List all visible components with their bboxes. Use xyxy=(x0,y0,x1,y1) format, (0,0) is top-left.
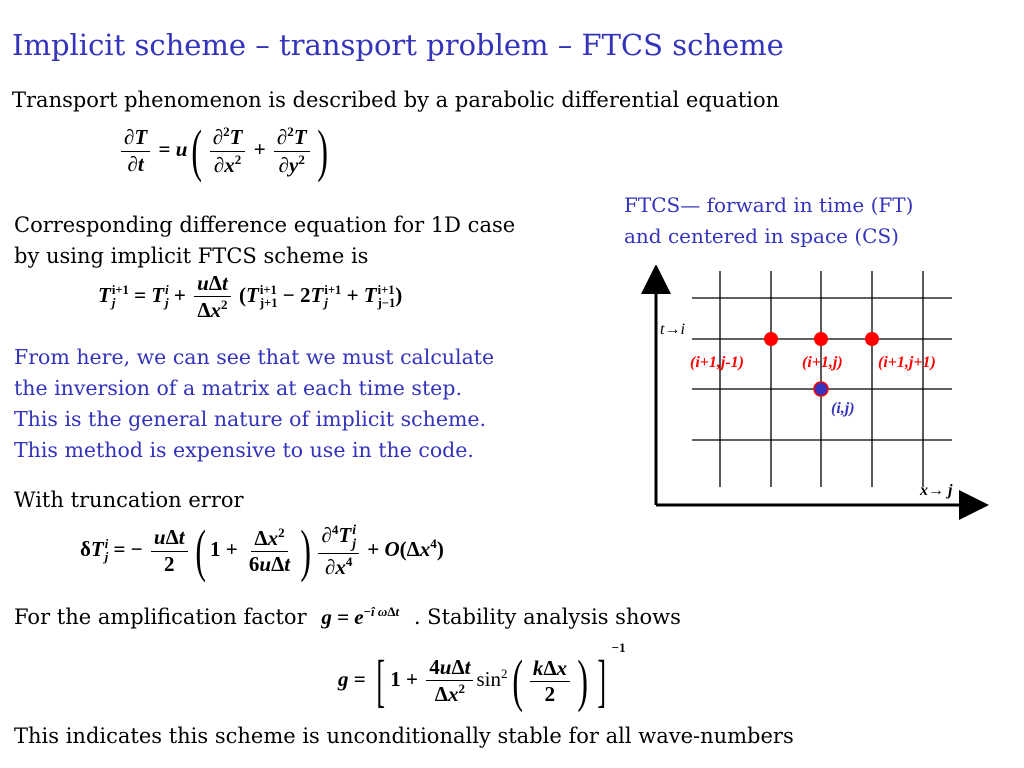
node-i-j xyxy=(814,382,828,396)
difference-equation-intro: Corresponding difference equation for 1D case by using implicit FTCS scheme is xyxy=(14,213,516,268)
truncation-intro: With truncation error xyxy=(14,488,244,512)
diagram-heading-line: and centered in space (CS) xyxy=(624,224,899,248)
node-label: (i,j) xyxy=(831,400,855,417)
note-line: the inversion of a matrix at each time step. xyxy=(14,376,462,400)
node-i-plus-1-j-minus-1 xyxy=(764,332,778,346)
amplification-factor-definition: $g = e^{-î \omega\Delta t}$ xyxy=(321,604,400,629)
node-label: (i+1,j-1) xyxy=(690,354,744,371)
conclusion-text: This indicates this scheme is unconditionally stable for all wave-numbers xyxy=(14,724,794,748)
ftcs-stencil-diagram xyxy=(640,265,990,520)
slide-title: Implicit scheme – transport problem – FTCS scheme xyxy=(12,28,784,62)
node-i-plus-1-j xyxy=(814,332,828,346)
intro-text: Transport phenomenon is described by a parabolic differential equation xyxy=(12,88,780,112)
truncation-equation: δT i j = − $\frac{\text{uΔt}}{2}$ ( 1 + $\frac{\Delta x^2}{\text{6uΔt}}$ ) ∂$^4$T i j $\partial x^4$ + $O(\Delta x^4)$ xyxy=(80,518,444,583)
node-i-plus-1-j-plus-1 xyxy=(865,332,879,346)
note-line: From here, we can see that we must calculate xyxy=(14,345,495,369)
node-label: (i+1,j) xyxy=(802,354,843,371)
t-axis-label: t→i xyxy=(660,321,685,338)
diagram-heading xyxy=(624,190,913,252)
parabolic-equation: $\frac{\partial T}{\partial t}$ = u( $\frac{\partial^2T}{\partial x^2}$ + $\frac{\partial^2T}{\partial y^2}$ ) xyxy=(118,122,332,180)
note-line: This is the general nature of implicit scheme. xyxy=(14,407,487,431)
note-line: This method is expensive to use in the code. xyxy=(14,438,474,462)
stability-text: . Stability analysis shows xyxy=(413,605,681,629)
amplification-line xyxy=(14,604,681,630)
diagram-heading-line: FTCS— forward in time (FT) xyxy=(624,193,914,217)
implicit-note xyxy=(14,342,494,466)
amplification-intro: For the amplification factor xyxy=(14,605,307,629)
x-axis-label: x→ j xyxy=(920,482,953,499)
difference-equation: T i+1 j = T i j + $\frac{\text{uΔt}}{\Delta x^2}$ (T i+1 j+1 − 2T i+1 j + T i+1 j−1 ) xyxy=(98,271,403,323)
node-label: (i+1,j+1) xyxy=(878,354,936,371)
stability-equation: g = [ 1 + $\frac{\text{4uΔt}}{\Delta x^2}$ $\sin^2$( $\frac{\text{kΔx}}{2}$ ) ]$^{-1}$ xyxy=(338,640,626,714)
